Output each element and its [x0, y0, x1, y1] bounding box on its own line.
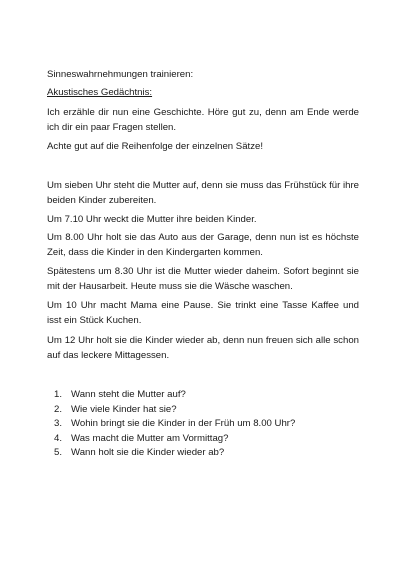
question-item [54, 417, 295, 432]
section-subtitle: Akustisches Gedächtnis: [47, 87, 153, 98]
story-paragraph: Um sieben Uhr steht die Mutter auf, denn sie muss das Frühstück für ihre beiden Kinder zubereiten. [47, 180, 359, 206]
question-text: Wann steht die Mutter auf? [71, 389, 186, 400]
question-number: 1. [54, 389, 63, 400]
question-item [54, 388, 295, 403]
questions-list [54, 388, 295, 461]
question-number: 5. [54, 447, 63, 458]
story-paragraph: Spätestens um 8.30 Uhr ist die Mutter wieder daheim. Sofort beginnt sie mit der Hausarbeit. Heute muss sie die Wäsche waschen. [47, 266, 359, 292]
story-paragraph: Um 7.10 Uhr weckt die Mutter ihre beiden Kinder. [47, 214, 257, 225]
question-number: 2. [54, 403, 63, 415]
story-paragraph: Um 10 Uhr macht Mama eine Pause. Sie trinkt eine Tasse Kaffee und isst ein Stück Kuchen. [47, 300, 359, 326]
question-item [54, 432, 295, 447]
question-number: 4. [54, 432, 63, 444]
story-paragraph: Um 8.00 Uhr holt sie das Auto aus der Garage, denn nun ist es höchste Zeit, dass die Kinder in den Kindergarten kommen. [47, 232, 359, 258]
question-text: Was macht die Mutter am Vormittag? [71, 432, 229, 444]
question-item [54, 446, 295, 461]
question-item [54, 403, 295, 418]
question-text: Wie viele Kinder hat sie? [71, 403, 177, 415]
question-number: 3. [54, 418, 63, 429]
question-text: Wann holt sie die Kinder wieder ab? [71, 447, 225, 458]
story-paragraph: Um 12 Uhr holt sie die Kinder wieder ab, denn nun freuen sich alle schon auf das leckere Mittagessen. [47, 335, 359, 361]
document-title: Sinneswahrnehmungen trainieren: [47, 69, 194, 80]
intro-instruction: Achte gut auf die Reihenfolge der einzelnen Sätze! [47, 141, 264, 152]
question-text: Wohin bringt sie die Kinder in der Früh um 8.00 Uhr? [71, 418, 296, 429]
intro-paragraph: Ich erzähle dir nun eine Geschichte. Höre gut zu, denn am Ende werde ich dir ein paar Fragen stellen. [47, 107, 359, 133]
